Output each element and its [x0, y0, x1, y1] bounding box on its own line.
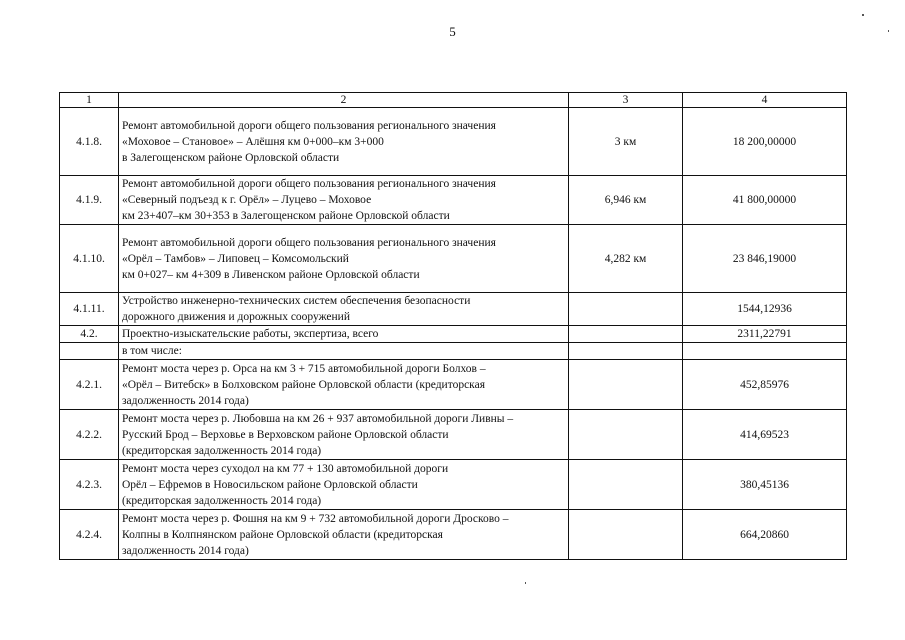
item-description: Ремонт моста через р. Любовша на км 26 + 937 автомобильной дороги Ливны – Русский Брод – Верховье в Верховском районе Орловской области (кредиторская задолженность 2014 года): [119, 410, 569, 460]
item-description: в том числе:: [119, 343, 569, 360]
column-header: 2: [119, 93, 569, 108]
item-amount: [683, 343, 847, 360]
item-amount: 414,69523: [683, 410, 847, 460]
item-number: 4.2.2.: [60, 410, 119, 460]
scan-speck: [888, 30, 889, 32]
table-row: [60, 108, 847, 176]
item-amount: 380,45136: [683, 460, 847, 510]
item-length: 3 км: [569, 108, 683, 176]
item-amount: 664,20860: [683, 510, 847, 560]
item-number: 4.2.1.: [60, 360, 119, 410]
item-amount: 18 200,00000: [683, 108, 847, 176]
table-row: [60, 343, 847, 360]
table-row: [60, 176, 847, 225]
table-row: [60, 510, 847, 560]
table-row: [60, 410, 847, 460]
scan-speck: [862, 14, 864, 16]
item-number: [60, 343, 119, 360]
item-description: Ремонт автомобильной дороги общего пользования регионального значения «Северный подъезд к г. Орёл» – Луцево – Моховое км 23+407–км 30+353 в Залегощенском районе Орловской области: [119, 176, 569, 225]
item-description: Ремонт автомобильной дороги общего пользования регионального значения «Моховое – Становое» – Алёшня км 0+000–км 3+000 в Залегощенском районе Орловской области: [119, 108, 569, 176]
item-number: 4.1.11.: [60, 293, 119, 326]
item-description: Ремонт моста через р. Фошня на км 9 + 732 автомобильной дороги Дросково – Колпны в Колпнянском районе Орловской области (кредиторская задолженность 2014 года): [119, 510, 569, 560]
item-length: [569, 360, 683, 410]
column-header: 3: [569, 93, 683, 108]
item-length: 6,946 км: [569, 176, 683, 225]
page-number: 5: [449, 24, 456, 39]
item-number: 4.2.: [60, 326, 119, 343]
item-description: Ремонт автомобильной дороги общего пользования регионального значения «Орёл – Тамбов» – Липовец – Комсомольский км 0+027– км 4+309 в Ливенском районе Орловской области: [119, 225, 569, 293]
item-amount: 23 846,19000: [683, 225, 847, 293]
item-length: [569, 460, 683, 510]
item-length: [569, 343, 683, 360]
item-amount: 1544,12936: [683, 293, 847, 326]
column-header: 4: [683, 93, 847, 108]
table-row: [60, 326, 847, 343]
item-amount: 452,85976: [683, 360, 847, 410]
item-length: 4,282 км: [569, 225, 683, 293]
scan-speck: [525, 582, 526, 584]
item-length: [569, 410, 683, 460]
column-header: 1: [60, 93, 119, 108]
item-description: Ремонт моста через суходол на км 77 + 130 автомобильной дороги Орёл – Ефремов в Новосильском районе Орловской области (кредиторская задолженность 2014 года): [119, 460, 569, 510]
table-header-row: [60, 93, 847, 108]
item-amount: 2311,22791: [683, 326, 847, 343]
item-number: 4.1.9.: [60, 176, 119, 225]
item-length: [569, 293, 683, 326]
table-row: [60, 360, 847, 410]
item-length: [569, 510, 683, 560]
item-number: 4.1.8.: [60, 108, 119, 176]
item-number: 4.2.4.: [60, 510, 119, 560]
item-number: 4.1.10.: [60, 225, 119, 293]
item-description: Проектно-изыскательские работы, экспертиза, всего: [119, 326, 569, 343]
item-number: 4.2.3.: [60, 460, 119, 510]
works-table: [59, 92, 847, 560]
item-description: Устройство инженерно-технических систем обеспечения безопасности дорожного движения и дорожных сооружений: [119, 293, 569, 326]
item-description: Ремонт моста через р. Орса на км 3 + 715 автомобильной дороги Болхов – «Орёл – Витебск» в Болховском районе Орловской области (кредиторская задолженность 2014 года): [119, 360, 569, 410]
table-row: [60, 293, 847, 326]
table-row: [60, 460, 847, 510]
item-amount: 41 800,00000: [683, 176, 847, 225]
table-row: [60, 225, 847, 293]
item-length: [569, 326, 683, 343]
